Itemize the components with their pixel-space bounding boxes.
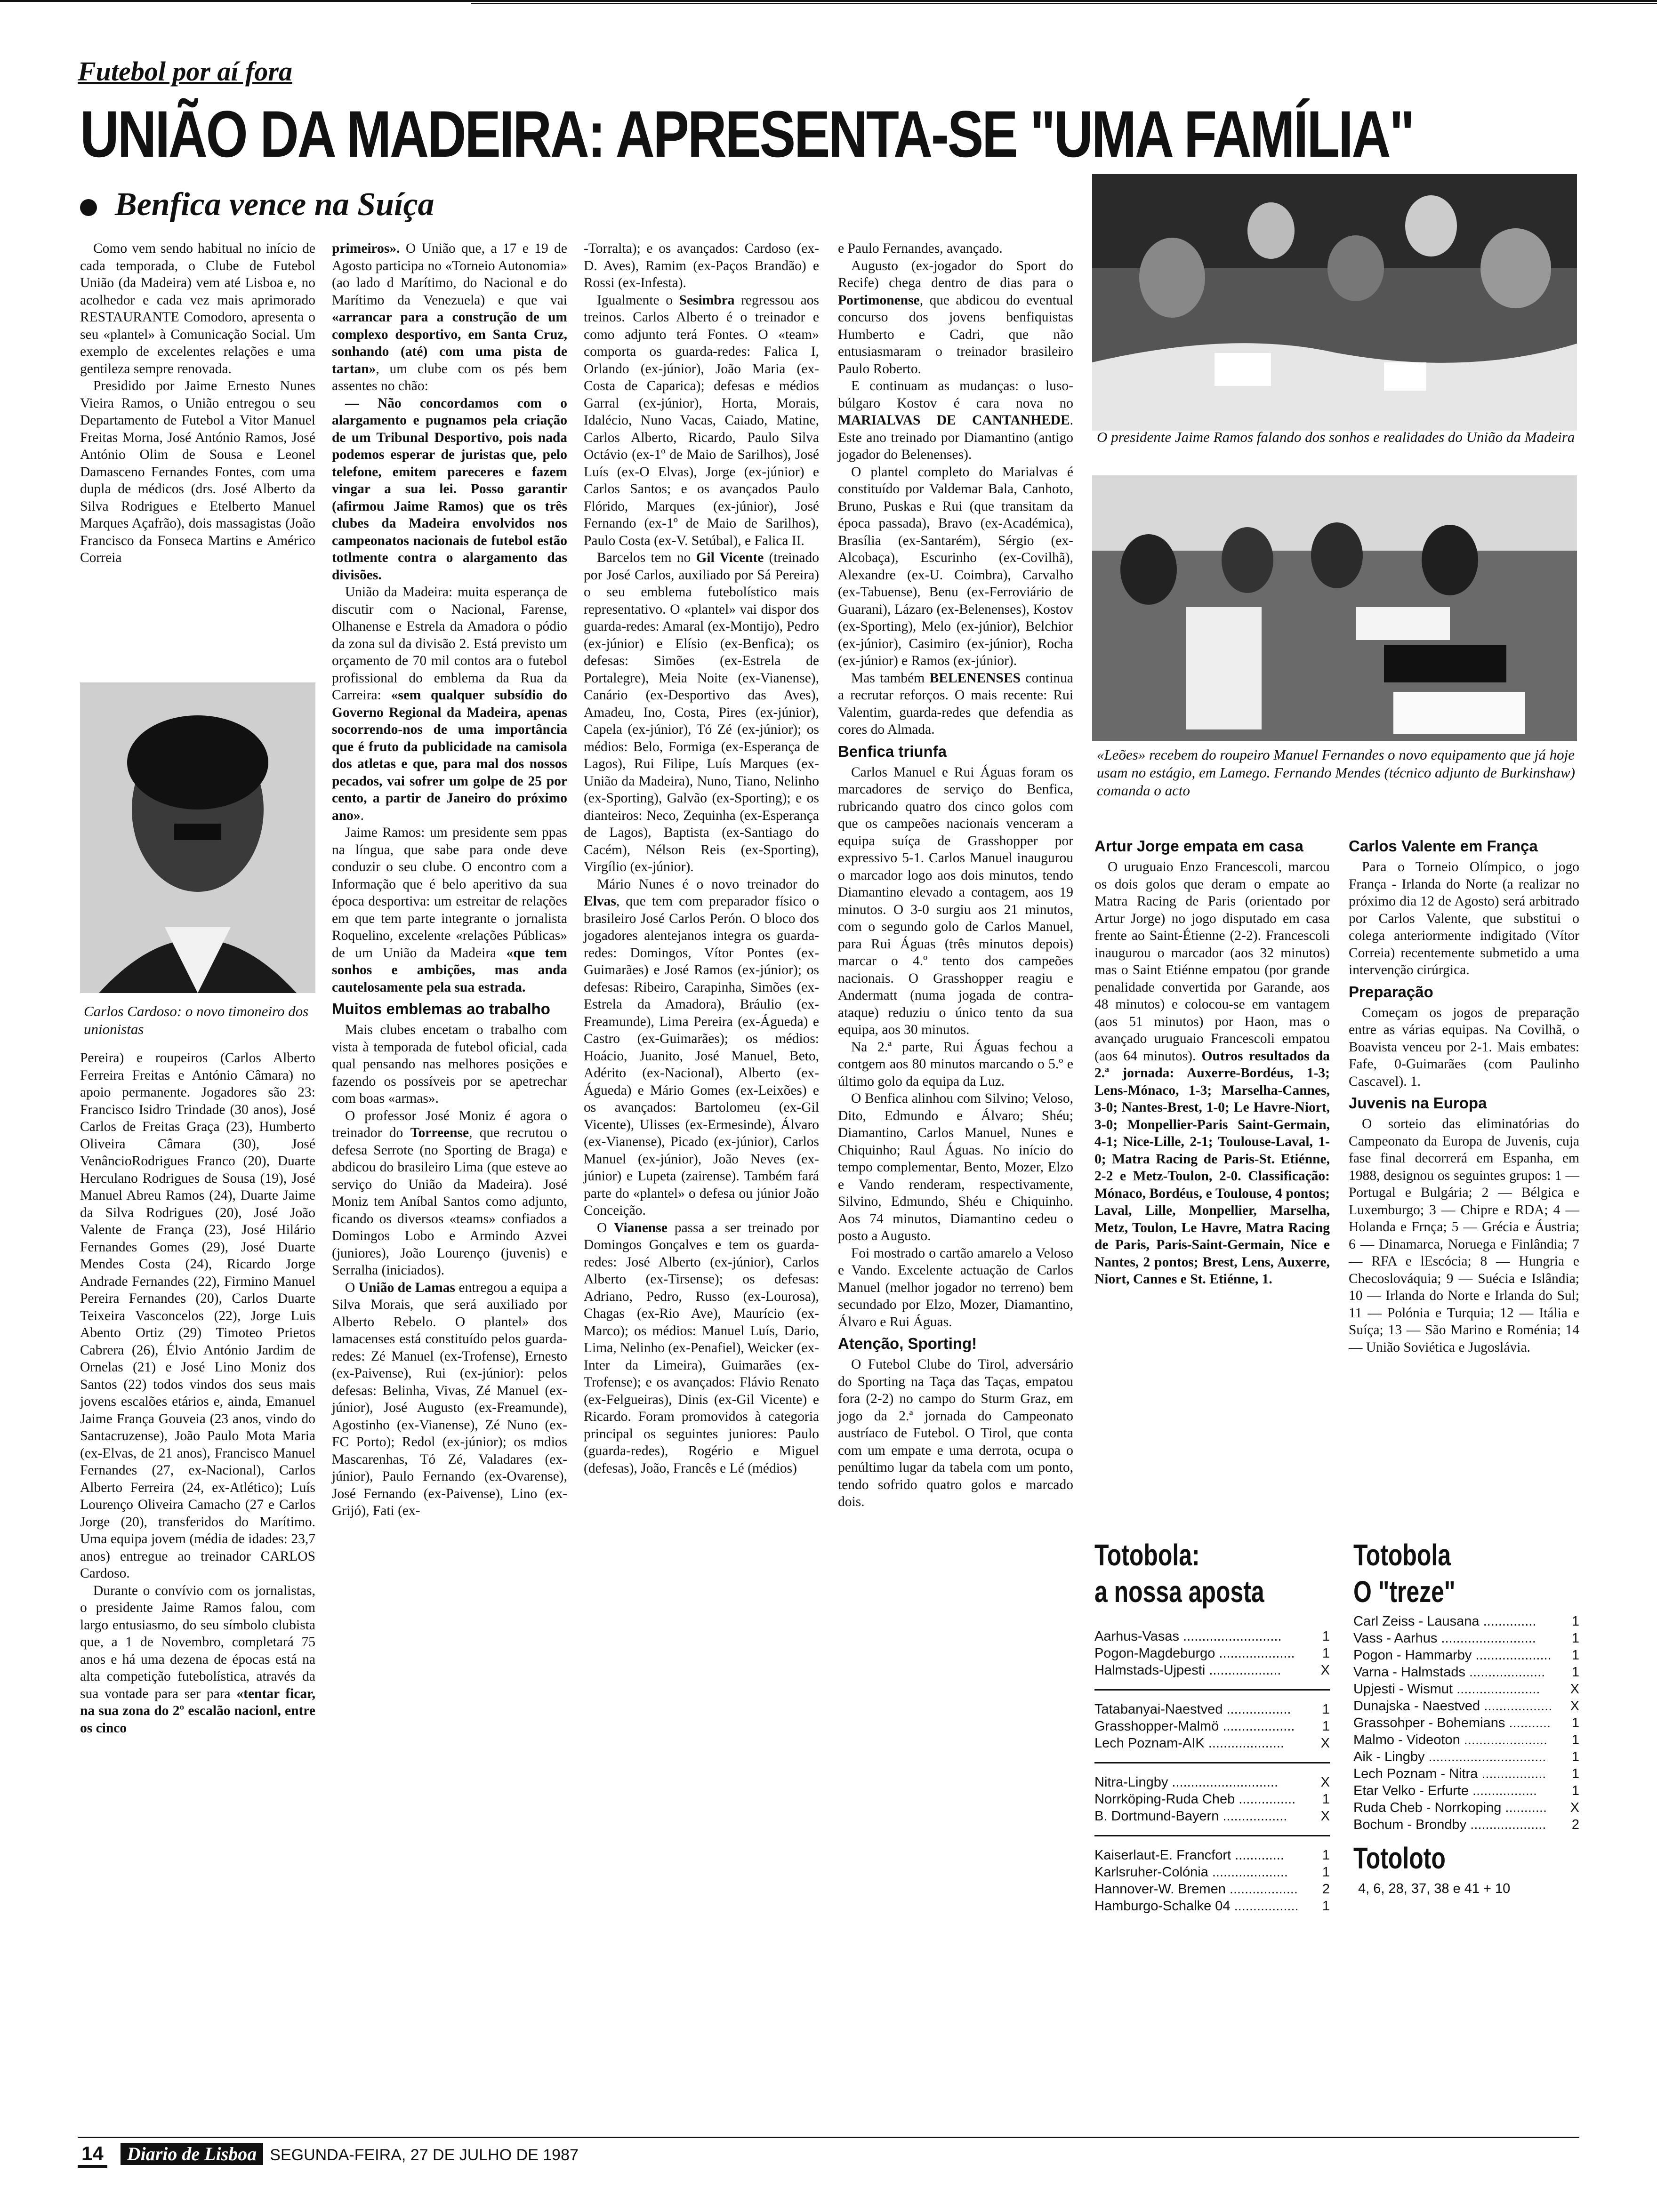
totobola-aposta-list <box>1094 1628 1330 1915</box>
pool-match: Pogon-Magdeburgo .................... <box>1094 1646 1295 1661</box>
section-heading: Carlos Valente em França <box>1349 837 1538 855</box>
totobola-subtitle: a nossa aposta <box>1094 1575 1264 1609</box>
photo-carlos-cardoso <box>80 682 315 993</box>
pool-row <box>1353 1816 1579 1833</box>
masthead-logo: Diario de Lisboa <box>121 2143 264 2165</box>
article-column-4 <box>838 240 1073 1511</box>
paragraph: Augusto (ex-jogador do Sport do Recife) chega dentro de dias para o Portimonense, que abdicou do eventual concurso dos jovens benfiquistas Humberto e Cadri, que não entusiasmaram o treinador brasileiro Paulo Roberto. <box>838 258 1073 377</box>
paragraph: O uruguaio Enzo Francescoli, marcou os dois golos que deram o empate ao Matra Racing de Paris (orientado por Artur Jorge) no jogo disputado em casa frente ao Saint-Étienne (2-2). Francescoli inaugurou o marcador (aos 32 minutos) mas o Saint Etiénne empatou (por grande penalidade convertida por Garande, aos 48 minutos) e colocou-se em vantagem (aos 51 minutos) por Haon, mas o avançado uruguaio Francescoli empatou (aos 64 minutos). Outros resultados da 2.ª jornada: Auxerre-Bordéus, 1-3; Lens-Mónaco, 1-3; Marselha-Cannes, 3-0; Nantes-Brest, 1-0; Le Havre-Niort, 3-0; Monpellier-Paris Saint-Germain, 4-1; Nice-Lille, 2-1; Toulouse-Laval, 1-0; Matra Racing de Paris-St. Etiénne, 2-2 e Metz-Toulon, 2-0. Classificação: Mónaco, Bordéus, e Toulouse, 4 pontos; Laval, Lille, Monpellier, Marselha, Metz, Toulon, Le Havre, Matra Racing de Paris, Paris-Saint-Germain, Nice e Nantes, 2 pontos; Brest, Lens, Auxerre, Niort, Cannes e St. Etiénne, 1. <box>1094 859 1330 1287</box>
pool-match: Grasshopper-Malmö ................... <box>1094 1719 1295 1734</box>
press-lunch-photo <box>1092 174 1577 431</box>
pool-match: Upjesti - Wismut ...................... <box>1353 1682 1540 1697</box>
caption-jaime-ramos: O presidente Jaime Ramos falando dos sonhos e realidades do União da Madeira <box>1097 429 1575 445</box>
paragraph: primeiros». O União que, a 17 e 19 de Agosto participa no «Torneio Autonomia» (ao lado d Marítimo, do Nacional e do Marítimo da Venezuela) e que vai «arrancar para a construção de um complexo desportivo, em Santa Cruz, sonhando (até) com uma pista de tartan», um clube com os pés bem assentes no chão: <box>332 241 567 393</box>
headline: UNIÃO DA MADEIRA: APRESENTA-SE "UMA FAMÍLIA" <box>80 97 1414 171</box>
totobola-title: Totobola <box>1353 1538 1451 1572</box>
pool-match: Kaiserlaut-E. Francfort ............. <box>1094 1848 1284 1863</box>
pool-match: Grassohper - Bohemians ........... <box>1353 1715 1551 1731</box>
caption-carlos-cardoso: Carlos Cardoso: o novo timoneiro dos unionistas <box>84 1003 309 1037</box>
section-kicker: Futebol por aí fora <box>78 56 292 87</box>
pool-row <box>1353 1748 1579 1765</box>
photo-jaime-ramos <box>1092 174 1577 431</box>
pool-result: X <box>1570 1800 1579 1815</box>
pool-group <box>1094 1689 1330 1752</box>
paragraph: Jaime Ramos: um presidente sem ppas na língua, que sabe para onde deve conduzir o seu clube. O encontro com a Informação que é belo aperitivo da sua época desportiva: um estreitar de relações em que tem parte integrante o jornalista Roquelino, excelente «relações Públicas» de um União da Madeira «que tem sonhos e ambições, mas anda cautelosamente pela sua estrada. <box>332 825 567 995</box>
pool-match: Pogon - Hammarby .................... <box>1353 1648 1552 1663</box>
pool-match: Halmstads-Ujpesti ................... <box>1094 1663 1281 1678</box>
section-heading: Juvenis na Europa <box>1349 1094 1487 1112</box>
pool-result: 1 <box>1322 1865 1330 1880</box>
paragraph: O Vianense passa a ser treinado por Domingos Gonçalves e tem os guarda-redes: José Alberto (ex-júnior), Carlos Alberto (ex-Tirsense); os defesas: Adriano, Pedro, Russo (ex-Lourosa), Chagas (ex-Rio Ave), Maurício (ex-Marco); os médios: Manuel Luís, Dario, Lima, Nelinho (ex-Penafiel), Weicker (ex-Inter da Limeira), Guimarães (ex-Trofense); e os avançados: Flávio Renato (ex-Felgueiras), Dinis (ex-Gil Vicente) e Ricardo. Foram promovidos à categoria principal os seguintes juniores: Paulo (guarda-redes), Rogério e Miguel (defesas), João, Francês e Lé (médios) <box>584 1220 820 1476</box>
pool-row <box>1094 1628 1330 1645</box>
paragraph: Mas também BELENENSES continua a recrutar reforços. O mais recente: Rui Valentim, guarda-redes que defendia as cores do Almada. <box>838 670 1073 737</box>
pool-row <box>1094 1864 1330 1881</box>
section-heading: Muitos emblemas ao trabalho <box>332 1000 550 1018</box>
pool-result: 1 <box>1571 1614 1579 1629</box>
pool-match: Karlsruher-Colónia .................... <box>1094 1865 1288 1880</box>
paragraph: Mais clubes encetam o trabalho com vista à temporada de futebol oficial, cada qual pensando nas melhores posições e fazendo os possíveis por se apetrechar com boas «armas». <box>332 1022 567 1106</box>
pool-result: X <box>1320 1775 1330 1790</box>
subheadline <box>80 186 434 224</box>
pool-result: 1 <box>1322 1719 1330 1734</box>
pool-result: 1 <box>1571 1783 1579 1798</box>
pool-row <box>1353 1664 1579 1681</box>
pool-result: 1 <box>1322 1646 1330 1661</box>
pool-result: X <box>1570 1699 1579 1714</box>
totobola-treze <box>1353 1537 1579 1897</box>
paragraph: Mário Nunes é o novo treinador do Elvas, que tem com preparador físico o brasileiro José Carlos Perón. O bloco dos jogadores alentejanos integra os guarda-redes: Domingos, Vítor Pontes (ex-Guimarães) e José Ramos (ex-júnior); os defesas: Ribeiro, Carapinha, Simões (ex-Estrela da Amadora), Bráulio (ex-Freamunde), Lima Pereira (ex-Águeda) e Castro (ex-Guimarães); os médios: Hoácio, Juanito, José Manuel, Beto, Adérito (ex-Nacional), Alberto (ex-Águeda) e Mário Gomes (ex-Leixões) e os avançados: Bartolomeu (ex-Gil Vicente), Ulisses (ex-Ermesinde), Álvaro (ex-Vianense), Picado (ex-júnior), Carlos Manuel (ex-júnior), João Neves (ex-júnior) e Lupeta (zairense). Também fará parte do «plantel» o defesa ou júnior João Conceição. <box>584 876 819 1218</box>
paragraph: — Não concordamos com o alargamento e pugnamos pela criação de um Tribunal Desportivo, pois nada podemos esperar de juristas que, pelo telefone, emitem pareceres e fazem vingar a sua lei. Posso garantir (afirmou Jaime Ramos) que os três clubes da Madeira envolvidos nos campeonatos nacionais de futebol estão totlmente contra o alargamento das divisões. <box>332 395 567 583</box>
pool-result: 1 <box>1322 1629 1330 1644</box>
pool-row <box>1094 1881 1330 1898</box>
paragraph: E continuam as mudanças: o luso-búlgaro Kostov é cara nova no MARIALVAS DE CANTANHEDE. Este ano treinado por Diamantino (antigo jogador do Belenenses). <box>838 378 1073 462</box>
subheadline-text: Benfica vence na Suíça <box>115 186 434 223</box>
pool-match: Hamburgo-Schalke 04 ................. <box>1094 1899 1299 1914</box>
pool-result: 1 <box>1322 1702 1330 1717</box>
paragraph: O Benfica alinhou com Silvino; Veloso, Dito, Edmundo e Álvaro; Shéu; Diamantino, Carlos Manuel, Nunes e Chiquinho; Raul Águas. No início do tempo complementar, Bento, Mozer, Elzo e Vando renderam, respectivamente, Silvino, Edmundo, Shéu e Chiquinho. Aos 74 minutos, Diamantino cedeu o posto a Augusto. <box>838 1091 1073 1243</box>
section-heading: Artur Jorge empata em casa <box>1094 837 1303 855</box>
equipment-photo <box>1092 475 1577 741</box>
pool-match: Etar Velko - Erfurte ................. <box>1353 1783 1537 1798</box>
pool-row <box>1353 1715 1579 1731</box>
totobola-treze-list <box>1353 1613 1579 1833</box>
totobola-title: Totobola: <box>1094 1538 1200 1572</box>
pool-row <box>1353 1698 1579 1715</box>
paragraph: e Paulo Fernandes, avançado. <box>838 241 1003 256</box>
pool-row <box>1353 1613 1579 1630</box>
paragraph: Foi mostrado o cartão amarelo a Veloso e Vando. Excelente actuação de Carlos Manuel (melhor jogador no terreno) bem secundado por Elzo, Mozer, Diamantino, Álvaro e Rui Águas. <box>838 1245 1073 1330</box>
pool-match: Aik - Lingby ............................... <box>1353 1749 1546 1764</box>
paragraph: Barcelos tem no Gil Vicente (treinado por José Carlos, auxiliado por Sá Pereira) o seu emblema futebolístico mais representativo. O «plantel» vai dispor dos guarda-redes: Amaral (ex-Montijo), Pedro (ex-júnior) e Elísio (ex-Benfica); os defesas: Simões (ex-Estrela de Portalegre), Meia Noite (ex-Vianense), Canário (ex-Desportivo das Aves), Amadeu, Ino, Costa, Pires (ex-júnior), Capela (ex-júnior), Tó Zé (ex-júnior); os médios: Belo, Formiga (ex-Esperança de Lagos), Rui Filipe, Luís Marques (ex-União da Madeira), Nuno, Tiano, Nelinho (ex-Sporting), Galvão (ex-Sporting); e os dianteiros: Neco, Zequinha (ex-Esperança de Lagos), Baptista (ex-Santiago do Cacém), Nélson Reis (ex-Sporting), Virgílio (ex-júnior). <box>584 550 819 874</box>
paragraph: O professor José Moniz é agora o treinador do Torreense, que recrutou o defesa Serrote (no Sporting de Braga) e abdicou do brasileiro Lima (que esteve ao serviço do União da Madeira). José Moniz tem Aníbal Santos como adjunto, ficando os diversos «teams» confiados a Domingos Lobo e Armindo Azvei (juniores), João Lourenço (juvenis) e Serralha (iniciados). <box>332 1108 568 1278</box>
pool-result: 1 <box>1322 1899 1330 1914</box>
pool-result: 1 <box>1571 1648 1579 1663</box>
section-heading: Benfica triunfa <box>838 742 947 760</box>
paragraph: Como vem sendo habitual no início de cada temporada, o Clube de Futebol União (da Madeira) vem até Lisboa e, no acolhedor e cada vez mais aprimorado RESTAURANTE Comodoro, apresenta o seu «plantel» à Comunicação Social. Um exemplo de excelentes relações e uma gentileza sempre renovada. <box>80 241 315 377</box>
pool-match: Lech Poznam-AIK .................... <box>1094 1736 1284 1751</box>
article-column-1b <box>80 1050 315 1737</box>
footer-date: SEGUNDA-FEIRA, 27 DE JULHO DE 1987 <box>270 2146 579 2164</box>
pool-row <box>1094 1735 1330 1752</box>
portrait-photo <box>80 682 315 993</box>
pool-match: Malmo - Videoton ...................... <box>1353 1732 1548 1747</box>
pool-result: X <box>1320 1663 1330 1678</box>
pool-row <box>1353 1647 1579 1664</box>
article-column-5 <box>1094 833 1330 1288</box>
pool-result: 1 <box>1571 1749 1579 1764</box>
paragraph: O Futebol Clube do Tirol, adversário do Sporting na Taça das Taças, empatou fora (2-2) no campo do Sturm Graz, em jogo da 2.ª jornada do Campeonato austríaco de Futebol. O Tirol, que conta com um empate e uma derrota, ocupa o penúltimo lugar da tabela com um ponto, tendo sofrido quatro golos e marcado dois. <box>838 1357 1073 1509</box>
pool-result: 1 <box>1571 1732 1579 1747</box>
pool-match: Nitra-Lingby ............................ <box>1094 1775 1278 1790</box>
section-heading: Preparação <box>1349 983 1433 1001</box>
totoloto-title: Totoloto <box>1353 1841 1446 1875</box>
totoloto-numbers: 4, 6, 28, 37, 38 e 41 + 10 <box>1358 1881 1511 1896</box>
pool-result: 2 <box>1571 1817 1579 1832</box>
section-heading: Atenção, Sporting! <box>838 1335 977 1352</box>
pool-row <box>1094 1662 1330 1679</box>
page-number: 14 <box>78 2142 107 2168</box>
pool-row <box>1353 1630 1579 1647</box>
pool-group <box>1094 1762 1330 1825</box>
paragraph: O União de Lamas entregou a equipa a Silva Morais, que será auxiliado por Alberto Rebelo. O plantel» dos lamacenses está constituído pelos guarda-redes: Zé Manuel (ex-Trofense), Ernesto (ex-Paivense), Rui (ex-júnior): pelos defesas: Belinha, Vivas, Zé Manuel (ex-júnior), José Augusto (ex-Freamunde), Agostinho (ex-Vianense), Zé Nuno (ex-FC Porto); Redol (ex-júnior); os mdios Mascarenhas, Tó Zé, Valadares (ex-júnior), Paulo Fernando (ex-Ovarense), José Fernando (ex-Paivense), Lino (ex-Grijó), Fati (ex- <box>332 1280 568 1518</box>
pool-match: Vass - Aarhus ......................... <box>1353 1631 1536 1646</box>
pool-match: Carl Zeiss - Lausana .............. <box>1353 1614 1536 1629</box>
pool-match: Hannover-W. Bremen .................. <box>1094 1882 1298 1897</box>
top-border-rule <box>0 0 1657 2</box>
page-footer <box>78 2142 579 2168</box>
pool-match: Ruda Cheb - Norrkoping ........... <box>1353 1800 1547 1815</box>
paragraph: -Torralta); e os avançados: Cardoso (ex-D. Aves), Ramim (ex-Paços Brandão) e Rossi (ex-Infesta). <box>584 241 819 290</box>
pool-match: Lech Poznam - Nitra ................. <box>1353 1766 1546 1781</box>
pool-group <box>1094 1835 1330 1915</box>
pool-row <box>1353 1731 1579 1748</box>
photo-leoes-equipment <box>1092 475 1577 741</box>
article-column-1 <box>80 240 315 567</box>
caption-leoes: «Leões» recebem do roupeiro Manuel Fernandes o novo equipamento que já hoje usam no estágio, em Lamego. Fernando Mendes (técnico adjunto de Burkinshaw) comanda o acto <box>1097 746 1575 799</box>
top-right-rule <box>471 3 1657 4</box>
pool-result: X <box>1570 1682 1579 1697</box>
paragraph: Pereira) e roupeiros (Carlos Alberto Ferreira Freitas e António Câmara) no apoio permanente. Jogadores são 23: Francisco Isidro Trindade (30 anos), José Carlos de Freitas Graça (23), Humberto Oliveira Câmara (30), José VenâncioRodrigues Franco (20), Duarte Herculano Rodrigues de Sousa (19), José Manuel Abreu Ramos (24), Duarte Jaime da Silva Rodrigues (20), José João Valente de França (23), José Hilário Fernandes Gomes (29), José Duarte Mendes Costa (24), Ricardo Jorge Andrade Fernandes (22), Firmino Manuel Pereira Fernandes (20), Carlos Duarte Teixeira Vasconcelos (22), Jorge Luis Abento Ortiz (29) Timoteo Prietos Cabrera (26), Élvio António Jardim de Ornelas (21) e José Lino Moniz dos Santos (22) todos vindos dos seus mais jovens escalões etários e, ainda, Emanuel Jaime França Gouveia (23 anos, vindo do Santacruzense), João Paulo Mota Maria (ex-Elvas, de 21 anos), Francisco Manuel Fernandes (27, ex-Nacional), Carlos Alberto Ferreira (24, ex-Atlético); Luís Lourenço Oliveira Camacho (27 e Carlos Jorge (20), transferidos do Marítimo. Uma equipa jovem (média de idades: 23,7 anos) entregue ao treinador CARLOS Cardoso. <box>80 1050 315 1581</box>
paragraph: Na 2.ª parte, Rui Águas fechou a contgem aos 80 minutos marcando o 5.º e último golo da equipa da Luz. <box>838 1039 1073 1089</box>
pool-result: 2 <box>1322 1882 1330 1897</box>
paragraph: Começam os jogos de preparação entre as várias equipas. Na Covilhã, o Boavista venceu por 2-1. Mais embates: Fafe, 0-Guimarães (com Paulinho Cascavel). 1. <box>1349 1005 1579 1089</box>
pool-match: Tatabanyai-Naestved ................. <box>1094 1702 1291 1717</box>
pool-result: 1 <box>1571 1715 1579 1731</box>
pool-row <box>1353 1681 1579 1698</box>
pool-row <box>1094 1898 1330 1915</box>
pool-match: Bochum - Brondby .................... <box>1353 1817 1546 1832</box>
paragraph: Igualmente o Sesimbra regressou aos treinos. Carlos Alberto é o treinador e como adjunto terá Fontes. O «team» comporta os guarda-redes: Falica I, Orlando (ex-júnior), João Maria (ex-Costa de Caparica); defesas e médios Garral (ex-júnior), Horta, Morais, Idalécio, Nuno Vacas, Caiado, Matine, Carlos Alberto, Ricardo, Paulo Silva Octávio (ex-1º de Maio de Sarilhos), José Luís (ex-O Elvas), Jorge (ex-júnior) e Carlos Santos; e os avançados Paulo Flórido, Marques (ex-júnior), José Fernando (ex-1º de Maio de Sarilhos), Paulo Costa (ex-V. Setúbal), e Falica II. <box>584 292 819 548</box>
paragraph: Carlos Manuel e Rui Águas foram os marcadores de serviço do Benfica, rubricando quatro dos cinco golos com que os campeões nacionais venceram a equipa suíça de Grasshopper por expressivo 5-1. Carlos Manuel inaugurou o marcador logo aos dois minutos, tendo Diamantino elevado a contagem, aos 19 minutos. O 3-0 surgiu aos 21 minutos, com o segundo golo de Carlos Manuel, para Rui Águas (três minutos depois) marcar o 4.º tento dos campeões nacionais. O Grasshopper reagiu e Andermatt (numa jogada de contra-ataque) reduziu o único tento da sua equipa, aos 30 minutos. <box>838 764 1073 1037</box>
paragraph: Durante o convívio com os jornalistas, o presidente Jaime Ramos falou, com largo entusiasmo, do seu símbolo clubista que, a 1 de Novembro, completará 75 anos e há uma dezena de épocas está na alta competição futebolística, através da sua vontade para ser para «tentar ficar, na sua zona do 2º escalão nacionl, entre os cinco <box>80 1583 315 1736</box>
pool-match: Norrköping-Ruda Cheb ............... <box>1094 1792 1296 1807</box>
totobola-subtitle: O "treze" <box>1353 1575 1456 1609</box>
pool-row <box>1094 1701 1330 1718</box>
paragraph: União da Madeira: muita esperança de discutir com o Nacional, Farense, Olhanense e Estrela da Amadora o pódio da zona sul da divisão 2. Está previsto um orçamento de 70 mil contos ara o futebol profissional do emblema da Rua da Carreira: «sem qualquer subsídio do Governo Regional da Madeira, apenas socorrendo-nos de uma importância que é fruto da publicidade na camisola dos atletas e que, para mal dos nossos pecados, vai sofrer um golpe de 25 por cento, a partir de Janeiro do próximo ano». <box>332 585 567 823</box>
pool-row <box>1353 1799 1579 1816</box>
paragraph: O sorteio das eliminatórias do Campeonato da Europa de Juvenis, cuja fase final decorrerá em Espanha, em 1988, designou os seguintes grupos: 1 — Portugal e Bulgária; 2 — Bélgica e Luxemburgo; 3 — Chipre e RDA; 4 — Holanda e Frnça; 5 — Grécia e Áustria; 6 — Dinamarca, Noruega e Finlândia; 7 — RFA e lEscócia; 8 — Hungria e Checoslováquia; 9 — Suécia e Islândia; 10 — Irlanda do Norte e Irlanda do Sul; 11 — Polónia e Turquia; 12 — Itália e Suíça; 13 — São Marino e Roménia; 14 — União Soviética e Jugoslávia. <box>1349 1116 1579 1355</box>
pool-group <box>1094 1628 1330 1679</box>
pool-row <box>1094 1718 1330 1735</box>
pool-result: X <box>1320 1736 1330 1751</box>
pool-result: 1 <box>1571 1766 1579 1781</box>
pool-match: Varna - Halmstads .................... <box>1353 1665 1545 1680</box>
pool-result: X <box>1320 1809 1330 1824</box>
pool-row <box>1353 1782 1579 1799</box>
footer-rule <box>78 2137 1579 2138</box>
pool-row <box>1094 1645 1330 1662</box>
article-column-2 <box>332 240 567 1520</box>
article-column-6 <box>1349 833 1579 1356</box>
paragraph: Para o Torneio Olímpico, o jogo França - Irlanda do Norte (a realizar no próximo dia 12 de Agosto) será arbitrado por Carlos Valente, que substitui o colega anteriormente indigitado (Vítor Correia) recentemente submetido a uma intervenção cirúrgica. <box>1349 859 1579 978</box>
pool-row <box>1094 1791 1330 1808</box>
pool-match: B. Dortmund-Bayern ................. <box>1094 1809 1287 1824</box>
pool-result: 1 <box>1571 1631 1579 1646</box>
pool-result: 1 <box>1322 1848 1330 1863</box>
pool-row <box>1353 1765 1579 1782</box>
paragraph: O plantel completo do Marialvas é constituído por Valdemar Bala, Canhoto, Bruno, Puskas e Rui (que transitam da época passada), Bravo (ex-Académica), Brasília (ex-Santarém), Sérgio (ex-Alcobaça), Escurinho (ex-Covilhã), Alexandre (ex-U. Coimbra), Carvalho (ex-Tabuense), Benu (ex-Ferroviário de Guarani), Lázaro (ex-Belenenses), Kostov (ex-Sporting), Melo (ex-júnior), Belchior (ex-júnior), Casimiro (ex-júnior), Rocha (ex-júnior) e Ramos (ex-júnior). <box>838 464 1073 668</box>
article-column-3 <box>584 240 819 1477</box>
bullet-icon <box>80 199 97 216</box>
pool-row <box>1094 1774 1330 1791</box>
pool-match: Dunajska - Naestved .................. <box>1353 1699 1552 1714</box>
paragraph: Presidido por Jaime Ernesto Nunes Vieira Ramos, o União entregou o seu Departamento de Futebol a Vitor Manuel Freitas Morna, José António Ramos, José António Olim de Sousa e Leonel Damasceno Fernandes Fontes, com uma dupla de médicos (drs. José Alberto da Silva Rodrigues e Etelberto Manuel Marques Açafrão), dois massagistas (João Francisco da Fonseca Martins e Américo Correia <box>80 378 315 565</box>
totobola-aposta <box>1094 1537 1330 1925</box>
pool-row <box>1094 1847 1330 1864</box>
pool-result: 1 <box>1322 1792 1330 1807</box>
pool-match: Aarhus-Vasas .......................... <box>1094 1629 1282 1644</box>
pool-row <box>1094 1808 1330 1825</box>
pool-result: 1 <box>1571 1665 1579 1680</box>
